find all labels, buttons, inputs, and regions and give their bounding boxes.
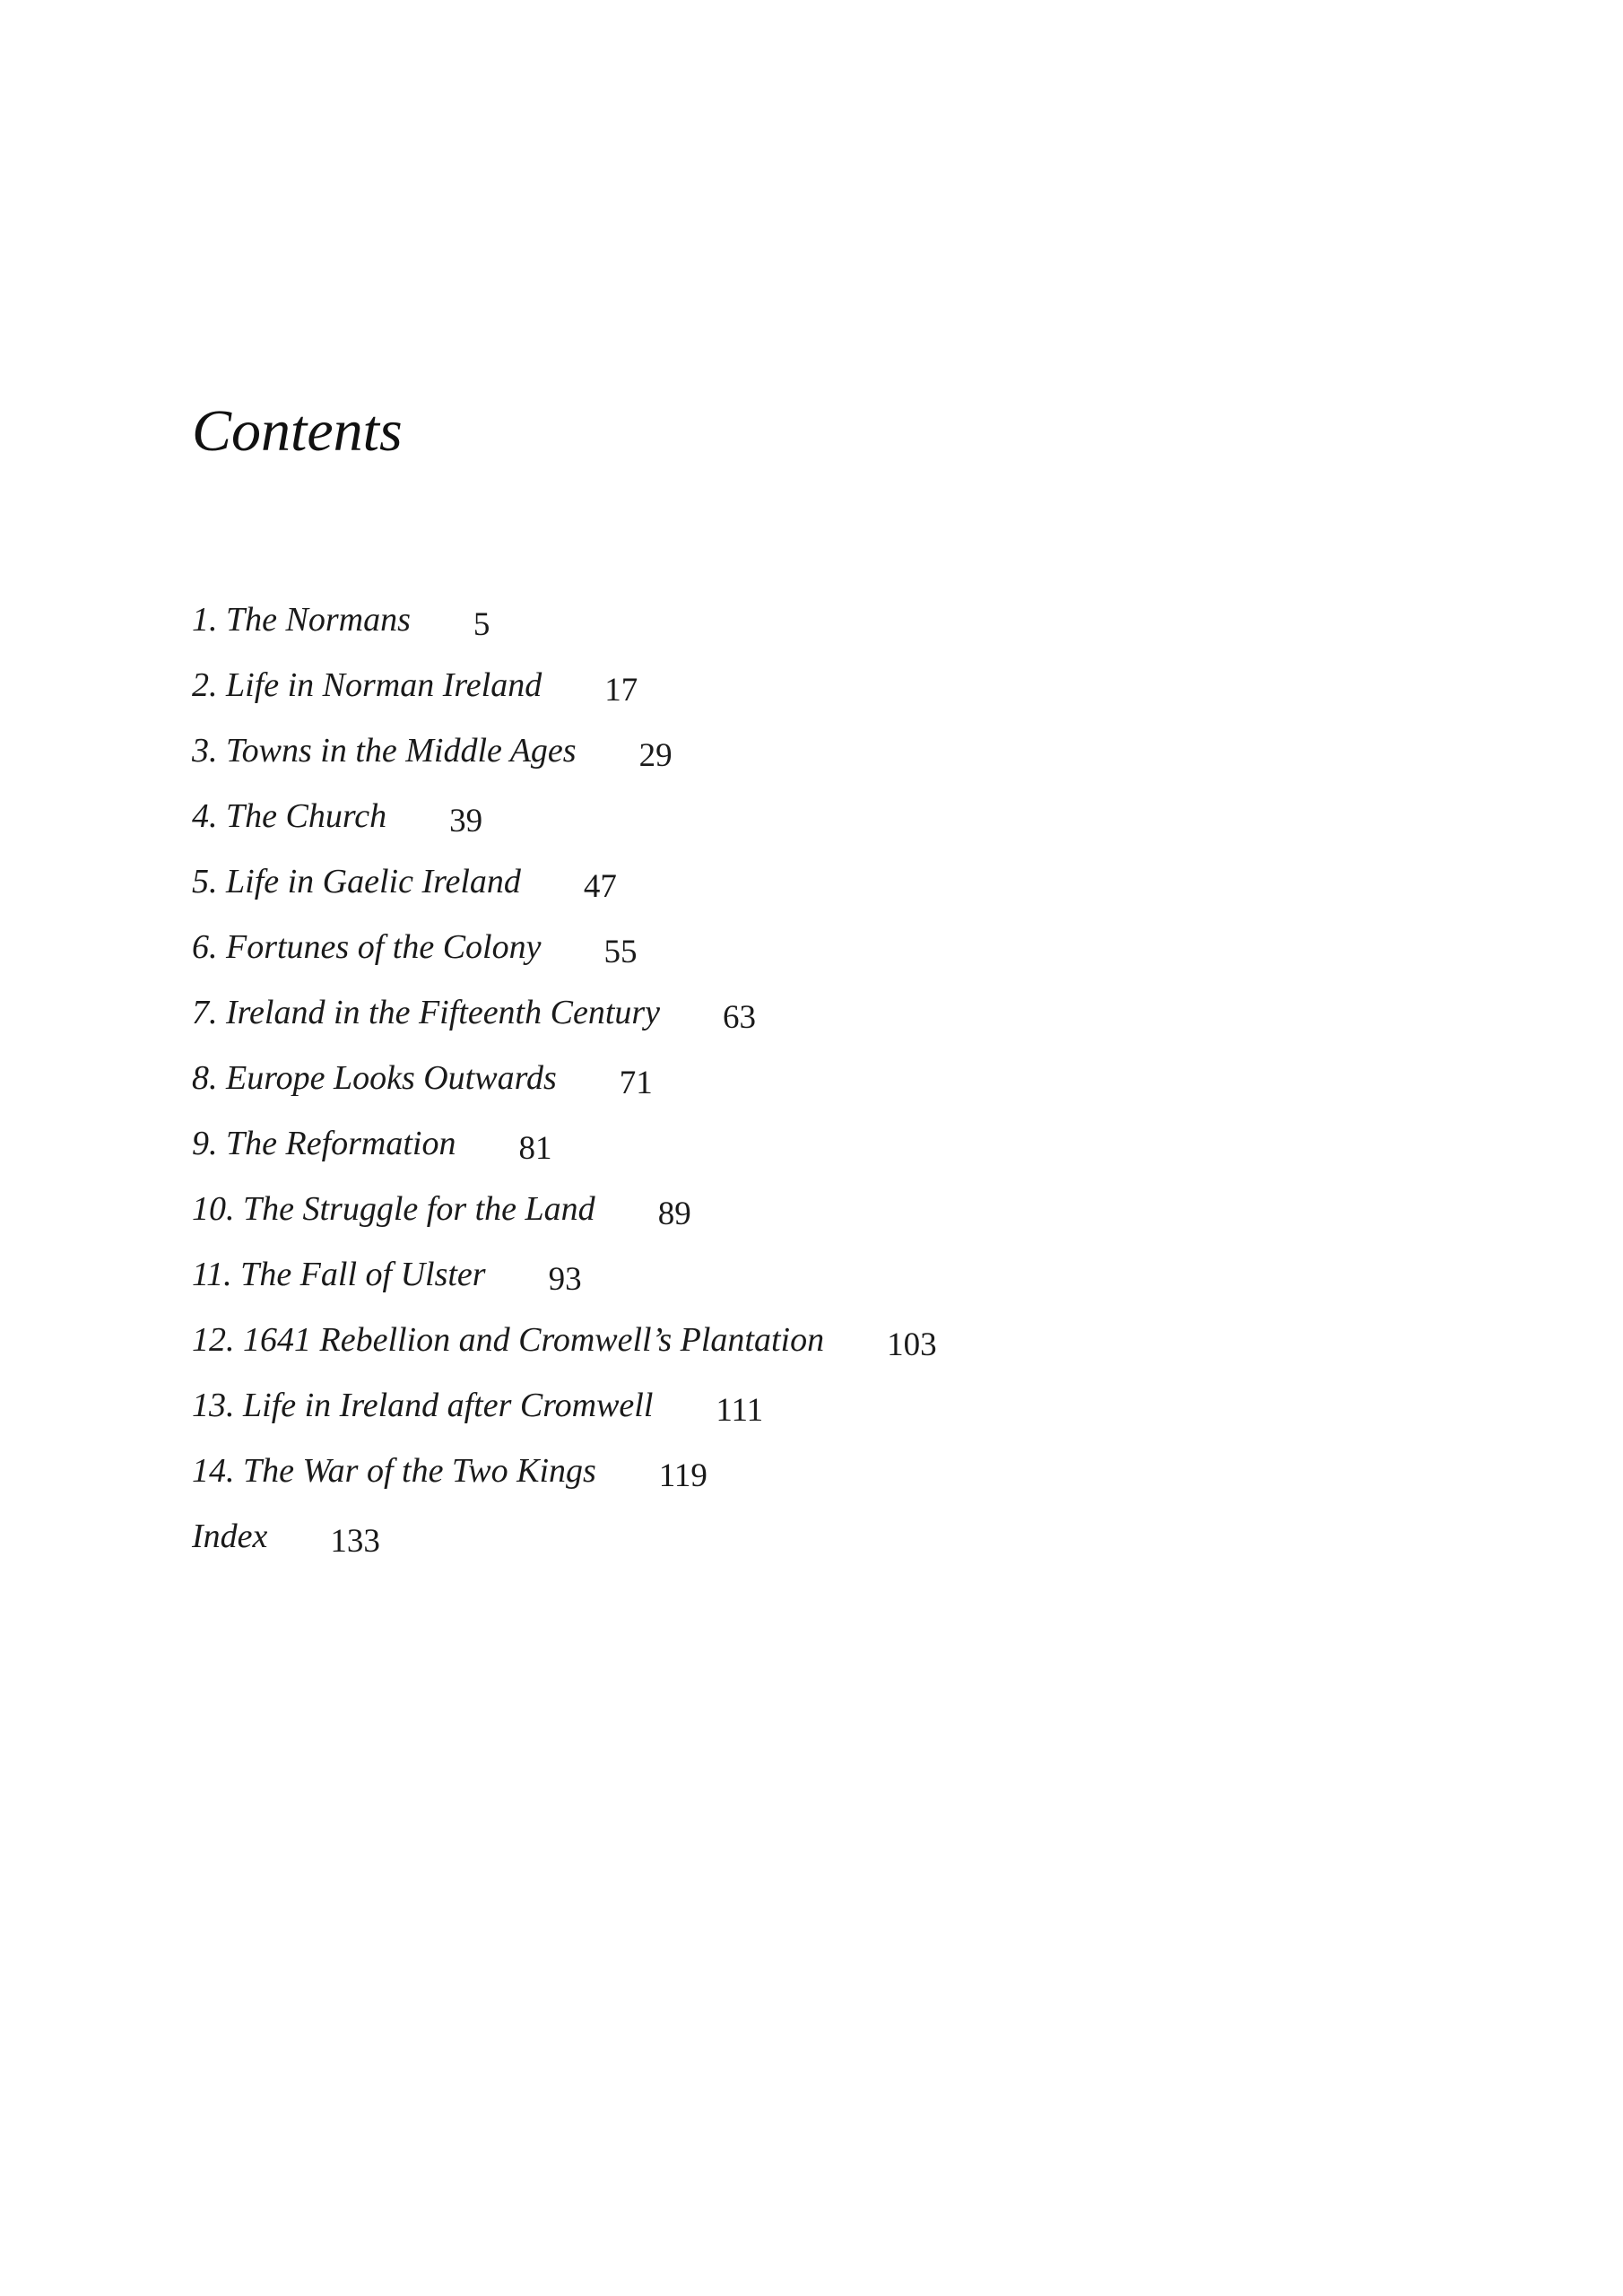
toc-entry-page: 39: [449, 803, 483, 839]
toc-entry[interactable]: [192, 1254, 937, 1319]
toc-entry-page: 29: [638, 737, 673, 774]
toc-entry-title: 14. The War of the Two Kings: [192, 1452, 596, 1490]
toc-entry[interactable]: [192, 1188, 937, 1254]
toc-entry-page: 17: [604, 672, 638, 709]
toc-entry-title: 13. Life in Ireland after Cromwell: [192, 1387, 654, 1424]
toc-entry[interactable]: [192, 992, 937, 1057]
toc-entry-title: 9. The Reformation: [192, 1125, 456, 1162]
toc-entry-title: 10. The Struggle for the Land: [192, 1190, 595, 1228]
toc-entry-page: 71: [619, 1065, 653, 1101]
toc-entry[interactable]: [192, 1123, 937, 1188]
toc-entry-title: 2. Life in Norman Ireland: [192, 666, 542, 704]
toc-entry-page: 111: [716, 1392, 764, 1429]
toc-entry-title: 6. Fortunes of the Colony: [192, 928, 542, 966]
toc-entry[interactable]: [192, 730, 937, 796]
toc-entry[interactable]: [192, 1057, 937, 1123]
toc-entry-index[interactable]: [192, 1516, 937, 1581]
toc-entry-page: 81: [518, 1130, 552, 1167]
toc-entry[interactable]: [192, 1385, 937, 1450]
toc-entry[interactable]: [192, 926, 937, 992]
toc-entry-page: 103: [887, 1326, 937, 1363]
toc-entry-title: 3. Towns in the Middle Ages: [192, 732, 577, 770]
toc-entry-title: 7. Ireland in the Fifteenth Century: [192, 994, 661, 1031]
toc-entry-title: 5. Life in Gaelic Ireland: [192, 863, 521, 900]
toc-entry[interactable]: [192, 861, 937, 926]
toc-entry[interactable]: [192, 599, 937, 665]
toc-entry[interactable]: [192, 665, 937, 730]
toc-entry-page: 55: [603, 934, 638, 970]
toc-entry[interactable]: [192, 1450, 937, 1516]
toc-entry-title: 8. Europe Looks Outwards: [192, 1059, 557, 1097]
toc-entry-page: 5: [473, 606, 490, 643]
toc-entry[interactable]: [192, 1319, 937, 1385]
toc-entry-title: 11. The Fall of Ulster: [192, 1256, 486, 1293]
toc-entry-title: 4. The Church: [192, 797, 387, 835]
toc-entry-title: Index: [192, 1518, 268, 1555]
toc-entry[interactable]: [192, 796, 937, 861]
toc-entry-page: 133: [330, 1523, 380, 1560]
toc-entry-page: 47: [583, 868, 617, 905]
toc-entry-title: 1. The Normans: [192, 601, 411, 639]
toc-entry-page: 119: [658, 1457, 707, 1494]
table-of-contents: [192, 599, 937, 1581]
toc-entry-page: 89: [657, 1196, 691, 1232]
page-title: Contents: [192, 398, 403, 464]
toc-entry-page: 93: [548, 1261, 582, 1298]
toc-entry-page: 63: [723, 999, 757, 1036]
toc-entry-title: 12. 1641 Rebellion and Cromwell’s Plantation: [192, 1321, 825, 1359]
